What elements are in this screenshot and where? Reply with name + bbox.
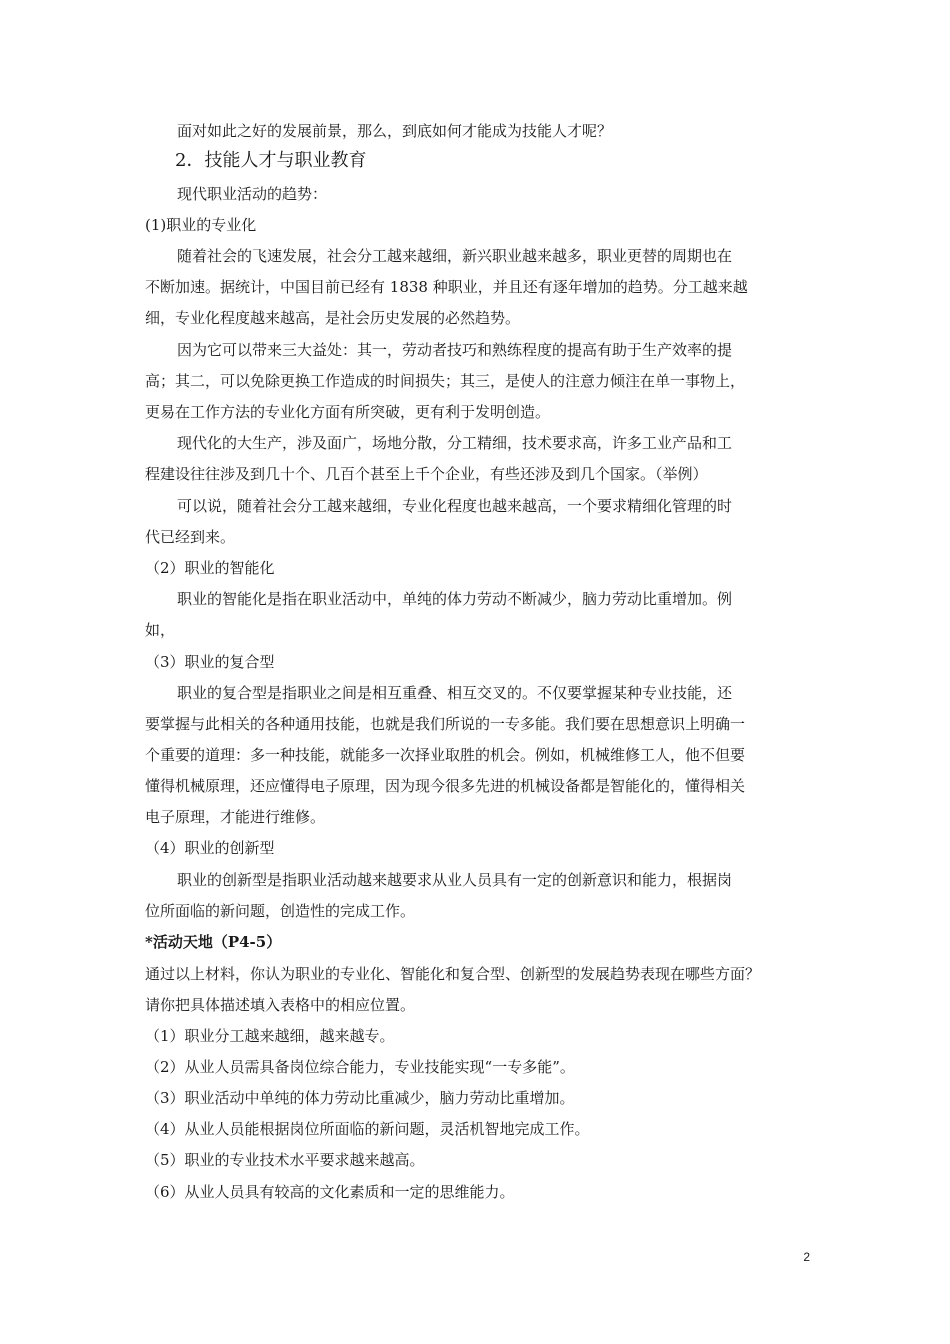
paragraph-line: 职业的智能化是指在职业活动中，单纯的体力劳动不断减少，脑力劳动比重增加。例 (177, 590, 733, 608)
answer-item: （3）职业活动中单纯的体力劳动比重减少，脑力劳动比重增加。 (145, 1089, 575, 1107)
paragraph-line: 懂得机械原理，还应懂得电子原理，因为现今很多先进的机械设备都是智能化的，懂得相关 (145, 777, 746, 795)
trend-intro: 现代职业活动的趋势： (177, 185, 328, 203)
answer-item: （5）职业的专业技术水平要求越来越高。 (145, 1151, 425, 1169)
paragraph-line: 职业的创新型是指职业活动越来越要求从业人员具有一定的创新意识和能力，根据岗 (177, 871, 733, 889)
paragraph-line: 随着社会的飞速发展，社会分工越来越细，新兴职业越来越多，职业更替的周期也在 (177, 247, 733, 265)
page-number: 2 (803, 1250, 810, 1264)
trend-heading-intelligence: （2）职业的智能化 (145, 559, 275, 577)
trend-heading-specialization: (1)职业的专业化 (145, 216, 257, 234)
paragraph-line: 高；其二，可以免除更换工作造成的时间损失；其三，是使人的注意力倾注在单一事物上， (145, 372, 746, 390)
answer-item: （6）从业人员具有较高的文化素质和一定的思维能力。 (145, 1183, 515, 1201)
paragraph-line: 程建设往往涉及到几十个、几百个甚至上千个企业，有些还涉及到几个国家。（举例） (145, 465, 708, 483)
answer-item: （1）职业分工越来越细，越来越专。 (145, 1027, 395, 1045)
intro-line: 面对如此之好的发展前景，那么，到底如何才能成为技能人才呢？ (177, 122, 613, 140)
trend-heading-innovation: （4）职业的创新型 (145, 839, 275, 857)
paragraph-line: 电子原理，才能进行维修。 (145, 808, 326, 826)
section-title: 2．技能人才与职业教育 (175, 150, 367, 171)
paragraph-line: 因为它可以带来三大益处：其一，劳动者技巧和熟练程度的提高有助于生产效率的提 (177, 341, 733, 359)
activity-title: *活动天地（P4-5） (145, 933, 282, 951)
paragraph-line: 细，专业化程度越来越高，是社会历史发展的必然趋势。 (145, 309, 521, 327)
answer-item: （2）从业人员需具备岗位综合能力，专业技能实现“一专多能”。 (145, 1058, 575, 1076)
activity-prompt-line: 请你把具体描述填入表格中的相应位置。 (145, 996, 416, 1014)
answer-item: （4）从业人员能根据岗位所面临的新问题，灵活机智地完成工作。 (145, 1120, 590, 1138)
paragraph-line: 现代化的大生产，涉及面广，场地分散，分工精细，技术要求高，许多工业产品和工 (177, 434, 733, 452)
activity-prompt-line: 通过以上材料，你认为职业的专业化、智能化和复合型、创新型的发展趋势表现在哪些方面？ (145, 965, 761, 983)
paragraph-line: 代已经到来。 (145, 528, 236, 546)
paragraph-line: 可以说，随着社会分工越来越细，专业化程度也越来越高，一个要求精细化管理的时 (177, 497, 733, 515)
paragraph-line: 不断加速。据统计，中国目前已经有 1838 种职业，并且还有逐年增加的趋势。分工越来越 (145, 278, 748, 296)
trend-heading-composite: （3）职业的复合型 (145, 653, 275, 671)
paragraph-line: 要掌握与此相关的各种通用技能，也就是我们所说的一专多能。我们要在思想意识上明确一 (145, 715, 746, 733)
paragraph-line: 职业的复合型是指职业之间是相互重叠、相互交叉的。不仅要掌握某种专业技能，还 (177, 684, 733, 702)
paragraph-line: 如， (145, 621, 176, 639)
paragraph-line: 个重要的道理：多一种技能，就能多一次择业取胜的机会。例如，机械维修工人，他不但要 (145, 746, 746, 764)
paragraph-line: 位所面临的新问题，创造性的完成工作。 (145, 902, 416, 920)
paragraph-line: 更易在工作方法的专业化方面有所突破，更有利于发明创造。 (145, 403, 551, 421)
